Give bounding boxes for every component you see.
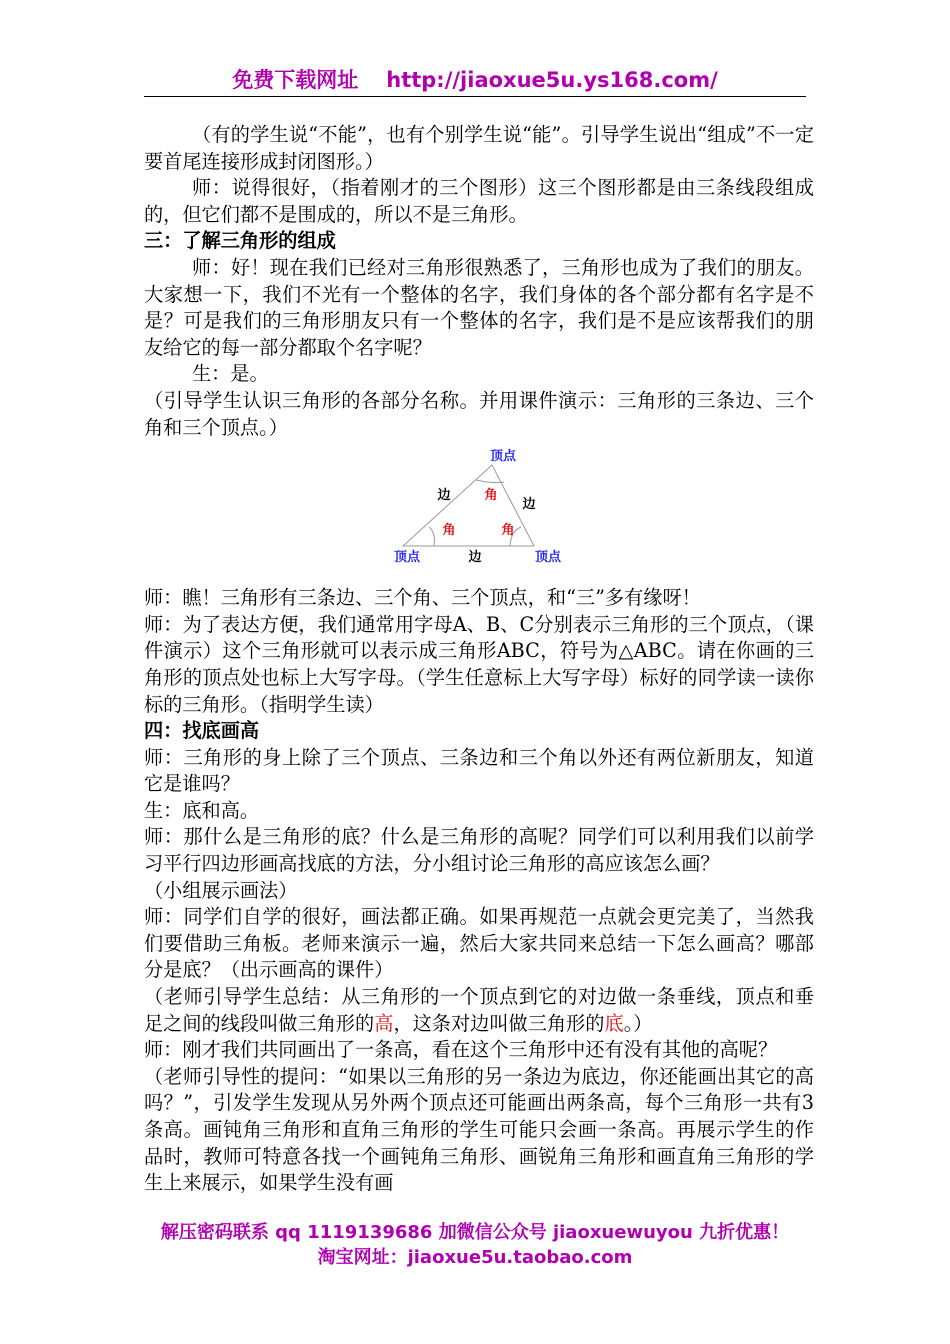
side-label-right: 边	[522, 497, 536, 513]
paragraph	[144, 984, 814, 1037]
paragraph: 师：说得很好，（指着刚才的三个图形）这三个图形都是由三条线段组成的，但它们都不是围成的，所以不是三角形。	[144, 176, 814, 226]
angle-label-right: 角	[501, 523, 515, 539]
paragraph: 生：底和高。	[144, 798, 260, 822]
summary-text: 。）	[623, 1011, 653, 1035]
highlight-base: 底	[604, 1011, 624, 1035]
paragraph: 生：是。	[192, 362, 269, 386]
paragraph: （有的学生说“不能”，也有个别学生说“能”。引导学生说出“组成”不一定要首尾连接形成封闭图形。）	[144, 123, 814, 173]
paragraph: 师：同学们自学的很好，画法都正确。如果再规范一点就会更完美了，当然我们要借助三角板。老师来演示一遍，然后大家共同来总结一下怎么画高？哪部分是底？（出示画高的课件）	[144, 905, 814, 982]
triangle-diagram	[144, 447, 814, 584]
paragraph: 师：瞧！三角形有三条边、三个角、三个顶点，和“三”多有缘呀！	[144, 586, 701, 610]
summary-text: （老师引导学生总结：从三角形的一个顶点到它的对边做一条垂线，顶点和垂足之间的线段叫做三角形的	[144, 985, 814, 1035]
paragraph: （引导学生认识三角形的各部分名称。并用课件演示：三角形的三条边、三个角和三个顶点。）	[144, 388, 814, 439]
paragraph: 师：为了表达方便，我们通常用字母A、B、C分别表示三角形的三个顶点，（课件演示）这个三角形就可以表示成三角形ABC，符号为△ABC。请在你画的三角形的顶点处也标上大写字母。（学生任意标上大写字母）标好的同学读一读你标的三角形。（指明学生读）	[144, 612, 814, 716]
page-header	[0, 64, 950, 94]
header-label: 免费下载网址	[232, 68, 359, 92]
paragraph: 师：刚才我们共同画出了一条高，看在这个三角形中还有没有其他的高呢？	[144, 1038, 778, 1062]
angle-label-top: 角	[484, 488, 498, 504]
vertex-label-left: 顶点	[393, 550, 421, 566]
paragraph: （老师引导性的提问：“如果以三角形的另一条边为底边，你还能画出其它的高吗？”，引发学生发现从另外两个顶点还可能画出两条高，每个三角形一共有3条高。画钝角三角形和直角三角形的学生可能只会画一条高。再展示学生的作品时，教师可特意各找一个画钝角三角形、画锐角三角形和画直角三角形的学生上来展示，如果学生没有画	[144, 1064, 814, 1195]
document-body	[144, 122, 814, 1197]
paragraph: 师：好！现在我们已经对三角形很熟悉了，三角形也成为了我们的朋友。大家想一下，我们不光有一个整体的名字，我们身体的各个部分都有名字是不是？可是我们的三角形朋友只有一个整体的名字，我们是不是应该帮我们的朋友给它的每一部分都取个名字呢？	[144, 255, 814, 359]
footer-shop-url[interactable]: 淘宝网址：jiaoxue5u.taobao.com	[317, 1247, 633, 1268]
vertex-label-right: 顶点	[534, 550, 562, 566]
section-heading: 四：找底画高	[144, 719, 260, 743]
section-heading: 三：了解三角形的组成	[144, 229, 336, 253]
highlight-height: 高	[374, 1011, 394, 1035]
paragraph: 师：那什么是三角形的底？什么是三角形的高呢？同学们可以利用我们以前学习平行四边形画高找底的方法，分小组讨论三角形的高应该怎么画？	[144, 825, 814, 876]
header-url[interactable]: http://jiaoxue5u.ys168.com/	[386, 68, 718, 92]
angle-arc-left	[429, 527, 434, 546]
summary-text: ，这条对边叫做三角形的	[393, 1011, 605, 1035]
side-label-bottom: 边	[468, 550, 482, 566]
triangle-figure	[144, 447, 814, 584]
paragraph: （小组展示画法）	[144, 878, 298, 902]
side-label-left: 边	[437, 488, 451, 504]
footer-contact: 解压密码联系 qq 1119139686 加微信公众号 jiaoxuewuyou 九折优惠！	[160, 1222, 790, 1243]
paragraph: 师：三角形的身上除了三个顶点、三条边和三个角以外还有两位新朋友，知道它是谁吗？	[144, 745, 814, 796]
header-rule	[144, 96, 806, 97]
vertex-label-top: 顶点	[489, 449, 517, 465]
angle-label-left: 角	[442, 523, 456, 539]
